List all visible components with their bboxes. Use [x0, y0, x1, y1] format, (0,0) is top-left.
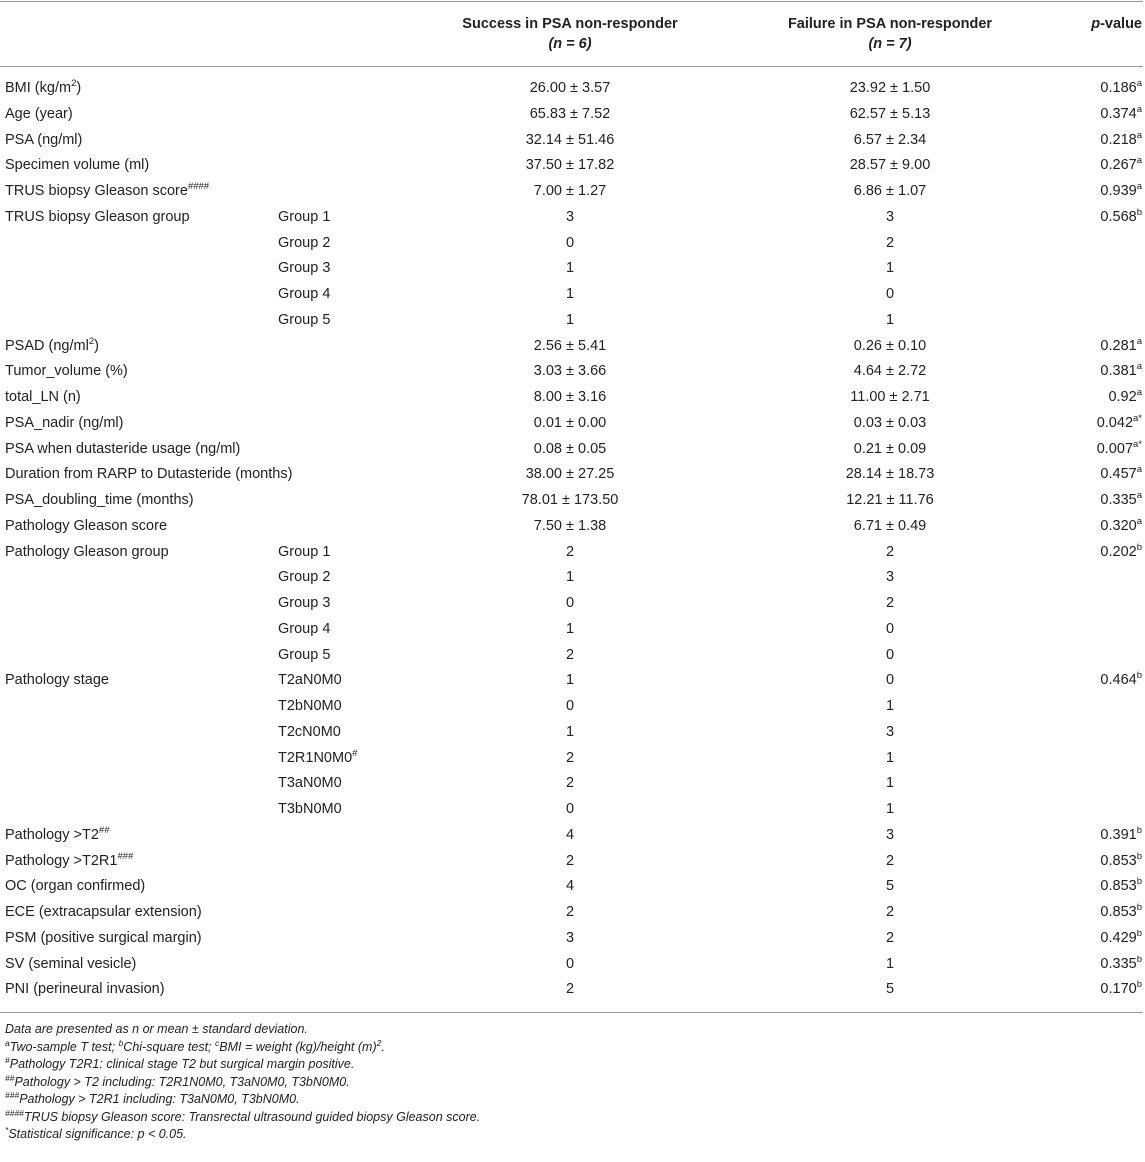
row-failure-value: 3 — [885, 826, 895, 843]
footnote-hash1 — [5, 1056, 1135, 1074]
row-label: TRUS biopsy Gleason group — [5, 208, 190, 225]
row-success-value: 0 — [565, 955, 575, 972]
row-failure-value: 2 — [885, 595, 895, 611]
row-failure-value: 0.26 ± 0.10 — [853, 337, 927, 354]
row-subgroup: T2cN0M0 — [278, 723, 341, 740]
row-p-value: 0.374$^a$ — [1100, 103, 1142, 122]
row-label: ECE (extracapsular extension) — [5, 904, 202, 920]
row-success-value: 2 — [565, 852, 575, 869]
row-subgroup: Group 5 — [278, 646, 331, 663]
row-failure-value: 28.14 ± 18.73 — [845, 466, 935, 483]
row-success-value: 1 — [565, 569, 575, 586]
table-row — [0, 514, 1145, 539]
row-p-value: 0.218$^a$ — [1100, 129, 1142, 148]
row-failure-value: 3 — [885, 569, 895, 586]
row-failure-value: 1 — [885, 749, 895, 766]
row-failure-value: 2 — [885, 929, 895, 946]
footnote-hash2-text: Pathology > T2 including: T2R1N0M0, T3aN0M0, T3bN0M0. — [14, 1074, 350, 1089]
header-p-italic: p — [1091, 16, 1101, 32]
row-success-value: 0 — [565, 698, 575, 714]
table-row — [0, 617, 1145, 642]
row-failure-value: 3 — [885, 723, 895, 740]
footnote-c-end: . — [381, 1039, 385, 1054]
row-success-value: 0 — [565, 595, 575, 611]
row-success-value: 65.83 ± 7.52 — [529, 105, 611, 122]
table-row — [0, 540, 1145, 565]
row-failure-value: 0.03 ± 0.03 — [853, 414, 927, 431]
row-subgroup: Group 4 — [278, 286, 331, 302]
header-failure — [750, 14, 1030, 54]
row-failure-value: 11.00 ± 2.71 — [850, 389, 930, 405]
footnote-star-text: Statistical significance: p < 0.05. — [8, 1127, 187, 1141]
row-failure-value: 1 — [885, 955, 895, 972]
table-row — [0, 746, 1145, 771]
footnote-hash3-sup: ### — [5, 1090, 20, 1100]
table-row — [0, 153, 1145, 178]
row-failure-value: 5 — [885, 981, 895, 998]
row-failure-value: 2 — [885, 234, 895, 251]
header-failure-n: (n = 7) — [868, 36, 912, 52]
table-row — [0, 668, 1145, 693]
row-failure-value: 6.57 ± 2.34 — [853, 131, 927, 148]
table-row — [0, 462, 1145, 487]
row-label: Duration from RARP to Dutasteride (months) — [5, 466, 293, 483]
row-label: OC (organ confirmed) — [5, 878, 146, 895]
footnote-hash4 — [5, 1109, 1135, 1127]
row-subgroup: T3aN0M0 — [278, 775, 342, 792]
row-p-value: 0.457$^a$ — [1100, 464, 1142, 483]
row-p-value: 0.335$^b$ — [1100, 953, 1142, 972]
row-subgroup: Group 4 — [278, 620, 331, 637]
footnote-data: Data are presented as n or mean ± standard deviation. — [5, 1022, 308, 1036]
footnote-tests — [5, 1039, 1135, 1057]
row-failure-value: 0 — [885, 672, 895, 689]
row-p-value: 0.381$^a$ — [1100, 361, 1142, 380]
row-label: SV (seminal vesicle) — [5, 955, 137, 972]
footnote-star-sup: * — [5, 1125, 9, 1135]
row-p-value: 0.568$^b$ — [1100, 206, 1142, 225]
row-failure-value: 0 — [885, 286, 895, 302]
row-success-value: 1 — [565, 620, 575, 637]
row-success-value: 3 — [565, 929, 575, 946]
row-failure-value: 3 — [885, 208, 895, 225]
row-failure-value: 2 — [885, 904, 895, 920]
row-success-value: 3.03 ± 3.66 — [533, 363, 607, 380]
row-label: Pathology stage — [5, 672, 109, 689]
row-failure-value: 12.21 ± 11.76 — [846, 492, 934, 508]
row-success-value: 0 — [565, 234, 575, 251]
row-label: Pathology Gleason group — [5, 543, 169, 560]
row-subgroup: Group 1 — [278, 208, 331, 225]
table-row — [0, 334, 1145, 359]
table-row — [0, 256, 1145, 281]
row-success-value: 2 — [565, 749, 575, 766]
row-success-value: 2 — [565, 646, 575, 663]
row-failure-value: 1 — [885, 801, 895, 817]
row-p-value: 0.853$^b$ — [1100, 850, 1142, 869]
row-failure-value: 62.57 ± 5.13 — [849, 105, 931, 122]
row-success-value: 7.00 ± 1.27 — [533, 183, 607, 199]
row-failure-value: 2 — [885, 543, 895, 560]
row-label: PSA when dutasteride usage (ng/ml) — [5, 440, 241, 457]
row-label: PSA_nadir (ng/ml) — [5, 414, 124, 431]
header-failure-label: Failure in PSA non-responder — [787, 16, 993, 32]
table-row — [0, 282, 1145, 307]
row-success-value: 1 — [565, 260, 575, 277]
row-p-value: $0.007^{a*}$ — [1096, 438, 1142, 457]
row-label: PSA (ng/ml) — [5, 131, 83, 148]
footnote-hash4-text: TRUS biopsy Gleason score: Transrectal ultrasound guided biopsy Gleason score. — [23, 1109, 481, 1124]
footnote-c-sup: c — [215, 1037, 220, 1048]
row-label: Pathology >T2## — [5, 824, 110, 843]
row-failure-value: 1 — [885, 775, 895, 792]
table-row — [0, 926, 1145, 951]
row-label: PSAD $(ng/ml^2)$ — [5, 335, 99, 354]
row-subgroup: Group 3 — [278, 595, 331, 611]
row-p-value: 0.939$^a$ — [1100, 181, 1142, 199]
row-label: Tumor_volume (%) — [5, 363, 128, 380]
row-subgroup: T3bN0M0 — [278, 801, 342, 817]
row-failure-value: 23.92 ± 1.50 — [849, 80, 931, 96]
row-success-value: 38.00 ± 27.25 — [525, 466, 615, 483]
row-p-value: 0.170$^b$ — [1100, 979, 1142, 998]
row-p-value: 0.464$^b$ — [1100, 670, 1142, 689]
row-failure-value: 6.71 ± 0.49 — [853, 517, 927, 534]
row-success-value: 8.00 ± 3.16 — [533, 389, 607, 405]
row-label: Pathology Gleason score — [5, 517, 168, 534]
footnote-a-sup: a — [5, 1037, 10, 1048]
row-success-value: 4 — [565, 826, 575, 843]
row-label: PNI (perineural invasion) — [5, 981, 165, 998]
row-p-value: 0.267$^a$ — [1100, 155, 1142, 174]
row-success-value: 0 — [565, 801, 575, 817]
row-label: TRUS biopsy Gleason score#### — [5, 181, 210, 199]
table-row — [0, 952, 1145, 977]
row-p-value: 0.853$^b$ — [1100, 876, 1142, 895]
footnote-b-sup: b — [118, 1037, 124, 1048]
table-row — [0, 488, 1145, 513]
row-failure-value: 28.57 ± 9.00 — [849, 157, 931, 174]
row-success-value: 1 — [565, 286, 575, 302]
row-label: BMI $(kg/m^2)$ — [5, 78, 82, 96]
table-row — [0, 823, 1145, 848]
table-row — [0, 771, 1145, 796]
row-subgroup: Group 2 — [278, 569, 331, 586]
footnote-hash1-text: Pathology T2R1: clinical stage T2 but surgical margin positive. — [9, 1057, 355, 1071]
row-failure-value: 6.86 ± 1.07 — [853, 183, 927, 199]
table-row — [0, 231, 1145, 256]
footnote-star — [5, 1126, 1135, 1144]
table-row — [0, 359, 1145, 384]
row-subgroup: Group 1 — [278, 543, 331, 560]
table-row — [0, 385, 1145, 410]
row-failure-value: 0 — [885, 646, 895, 663]
footnote-hash4-sup: #### — [5, 1107, 24, 1118]
row-p-value: $0.042^{a*}$ — [1096, 412, 1142, 431]
row-success-value: 0.01 ± 0.00 — [533, 414, 607, 431]
footnote-c-exp: 2 — [376, 1037, 382, 1048]
row-failure-value: 2 — [885, 852, 895, 869]
row-subgroup: T2R1N0M0# — [278, 747, 358, 766]
header-rule — [0, 66, 1143, 67]
footnote-a-text: Two-sample T test; — [9, 1039, 119, 1054]
table-row — [0, 437, 1145, 462]
table-row — [0, 565, 1145, 590]
row-p-value: 0.281$^a$ — [1100, 335, 1142, 354]
row-label: Specimen volume (ml) — [5, 157, 150, 174]
row-success-value: 1 — [565, 723, 575, 740]
header-success — [430, 14, 710, 54]
header-success-n: (n = 6) — [548, 36, 592, 52]
footnote-c-text: BMI = weight (kg)/height (m) — [219, 1039, 377, 1054]
table-row — [0, 874, 1145, 899]
row-success-value: 3 — [565, 208, 575, 225]
row-label: Age (year) — [5, 105, 73, 122]
row-success-value: 26.00 ± 3.57 — [529, 80, 611, 96]
row-p-value: 0.320$^a$ — [1100, 515, 1142, 534]
header-success-label: Success in PSA non-responder — [462, 16, 678, 32]
row-success-value: 2 — [565, 981, 575, 998]
header-p-rest: -value — [1100, 16, 1142, 32]
table-top-rule — [0, 1, 1143, 2]
table-row — [0, 720, 1145, 745]
footnote-hash3 — [5, 1091, 1135, 1109]
table-row — [0, 797, 1145, 822]
row-subgroup: Group 2 — [278, 234, 331, 251]
row-success-value: 78.01 ± 173.50 — [521, 492, 619, 508]
table-row — [0, 900, 1145, 925]
row-success-value: 32.14 ± 51.46 — [525, 131, 615, 148]
row-p-value: 0.335$^a$ — [1100, 490, 1142, 508]
row-failure-value: 0 — [885, 620, 895, 637]
row-label: PSA_doubling_time (months) — [5, 492, 194, 508]
table-row — [0, 411, 1145, 436]
row-success-value: 2 — [565, 543, 575, 560]
row-success-value: 2 — [565, 775, 575, 792]
table-row — [0, 76, 1145, 101]
footnote-b-text: Chi-square test; — [123, 1039, 216, 1054]
row-failure-value: 0.21 ± 0.09 — [853, 440, 927, 457]
table-row — [0, 205, 1145, 230]
row-subgroup: T2bN0M0 — [278, 698, 342, 714]
table-row — [0, 179, 1145, 204]
footnote-hash2 — [5, 1074, 1135, 1092]
row-success-value: 37.50 ± 17.82 — [525, 157, 615, 174]
row-failure-value: 4.64 ± 2.72 — [853, 363, 927, 380]
table-row — [0, 102, 1145, 127]
footnote-hash3-text: Pathology > T2R1 including: T3aN0M0, T3bN0M0. — [19, 1092, 300, 1106]
row-success-value: 0.08 ± 0.05 — [533, 440, 607, 457]
row-failure-value: 5 — [885, 878, 895, 895]
footnote-hash1-sup: # — [5, 1055, 10, 1065]
row-success-value: 1 — [565, 672, 575, 689]
row-success-value: 1 — [565, 311, 575, 328]
table-row — [0, 591, 1145, 616]
row-subgroup: Group 3 — [278, 260, 331, 277]
row-label: PSM (positive surgical margin) — [5, 929, 202, 946]
row-failure-value: 1 — [885, 698, 895, 714]
table-row — [0, 849, 1145, 874]
row-p-value: 0.429$^b$ — [1100, 927, 1142, 946]
row-p-value: 0.92$^a$ — [1108, 387, 1142, 405]
table-row — [0, 128, 1145, 153]
row-subgroup: T2aN0M0 — [278, 672, 342, 689]
table-row — [0, 643, 1145, 668]
header-p-value — [1091, 14, 1142, 34]
row-subgroup: Group 5 — [278, 311, 331, 328]
row-label: Pathology >T2R1### — [5, 850, 134, 869]
table-row — [0, 308, 1145, 333]
row-success-value: 2 — [565, 904, 575, 920]
row-failure-value: 1 — [885, 260, 895, 277]
footnotes — [5, 1021, 1135, 1144]
row-label: total_LN (n) — [5, 389, 81, 405]
row-p-value: 0.853$^b$ — [1100, 902, 1142, 920]
footnote-hash2-sup: ## — [5, 1072, 15, 1083]
row-success-value: 7.50 ± 1.38 — [533, 517, 607, 534]
table-row — [0, 977, 1145, 1002]
row-p-value: 0.202$^b$ — [1100, 541, 1142, 560]
row-success-value: 4 — [565, 878, 575, 895]
row-success-value: 2.56 ± 5.41 — [533, 337, 607, 354]
row-failure-value: 1 — [885, 311, 895, 328]
table-row — [0, 694, 1145, 719]
row-p-value: 0.391$^b$ — [1100, 824, 1142, 843]
row-p-value: 0.186$^a$ — [1100, 78, 1142, 96]
table-bottom-rule — [0, 1012, 1143, 1013]
